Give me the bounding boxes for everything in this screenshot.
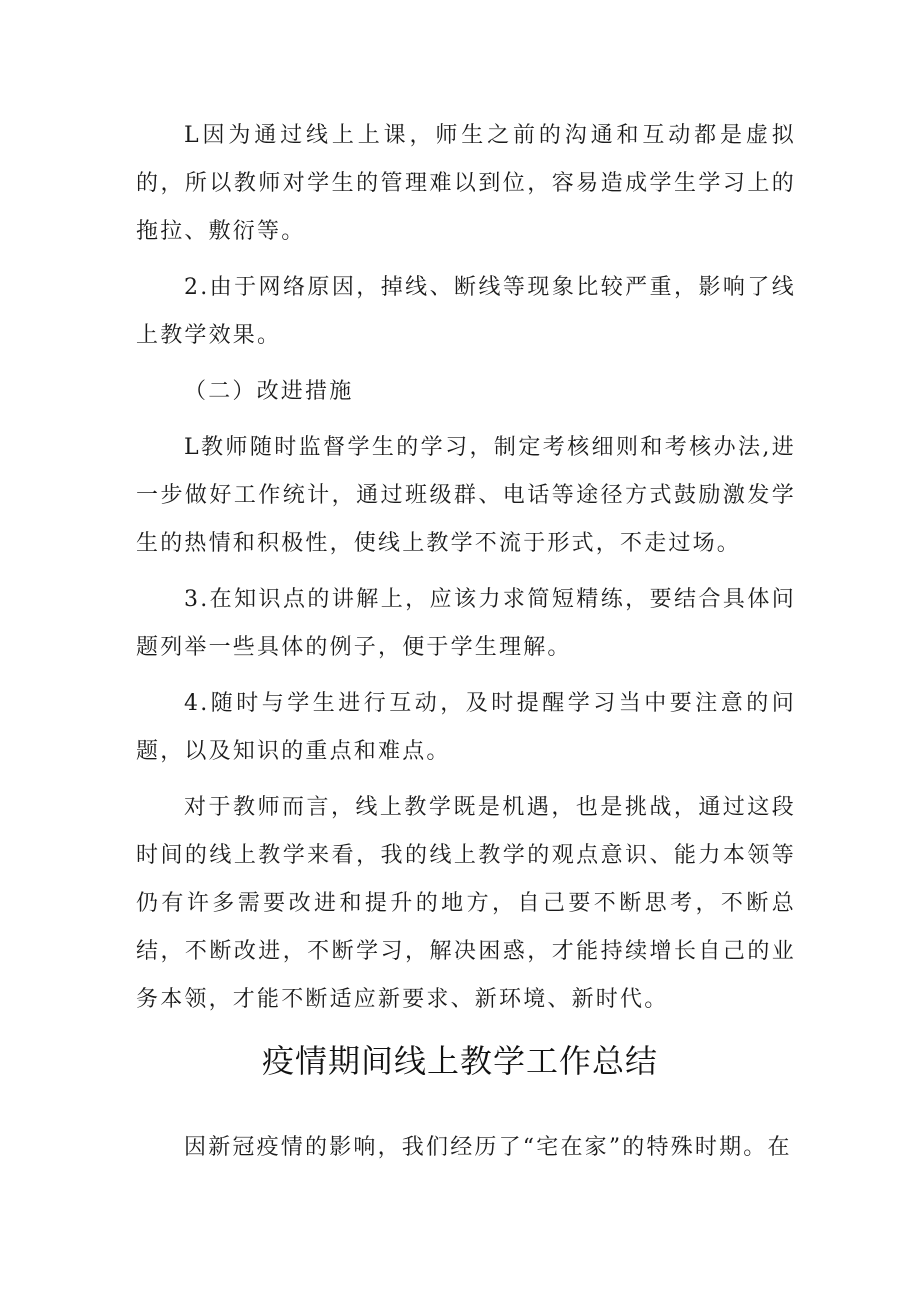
paragraph-issue-1: L因为通过线上上课，师生之前的沟通和互动都是虚拟的，所以教师对学生的管理难以到位，容易造成学生学习上的拖拉、敷衍等。 (136, 123, 796, 244)
paragraph-measure-4: 4.随时与学生进行互动，及时提醒学习当中要注意的问题，以及知识的重点和难点。 (136, 691, 796, 764)
body-text (136, 112, 796, 1032)
paragraph-issue-2: 2.由于网络原因，掉线、断线等现象比较严重，影响了线上教学效果。 (136, 275, 796, 348)
paragraph-intro: 因新冠疫情的影响，我们经历了“宅在家”的特殊时期。在 (184, 1135, 792, 1160)
section-heading-improvements: （二）改进措施 (184, 379, 354, 404)
paragraph-measure-3: 3.在知识点的讲解上，应该力求简短精练，要结合具体问题列举一些具体的例子，便于学生理解。 (136, 587, 796, 660)
paragraph-conclusion: 对于教师而言，线上教学既是机遇，也是挑战，通过这段时间的线上教学来看，我的线上教学的观点意识、能力本领等仍有许多需要改进和提升的地方，自己要不断思考，不断总结，不断改进，不断学习，解决困惑，才能持续增长自己的业务本领，才能不断适应新要求、新环境、新时代。 (136, 795, 796, 1012)
paragraph-measure-1: L教师随时监督学生的学习，制定考核细则和考核办法,进一步做好工作统计，通过班级群、电话等途径方式鼓励激发学生的热情和积极性，使线上教学不流于形式，不走过场。 (136, 435, 796, 556)
document-title: 疫情期间线上教学工作总结 (261, 1042, 658, 1080)
